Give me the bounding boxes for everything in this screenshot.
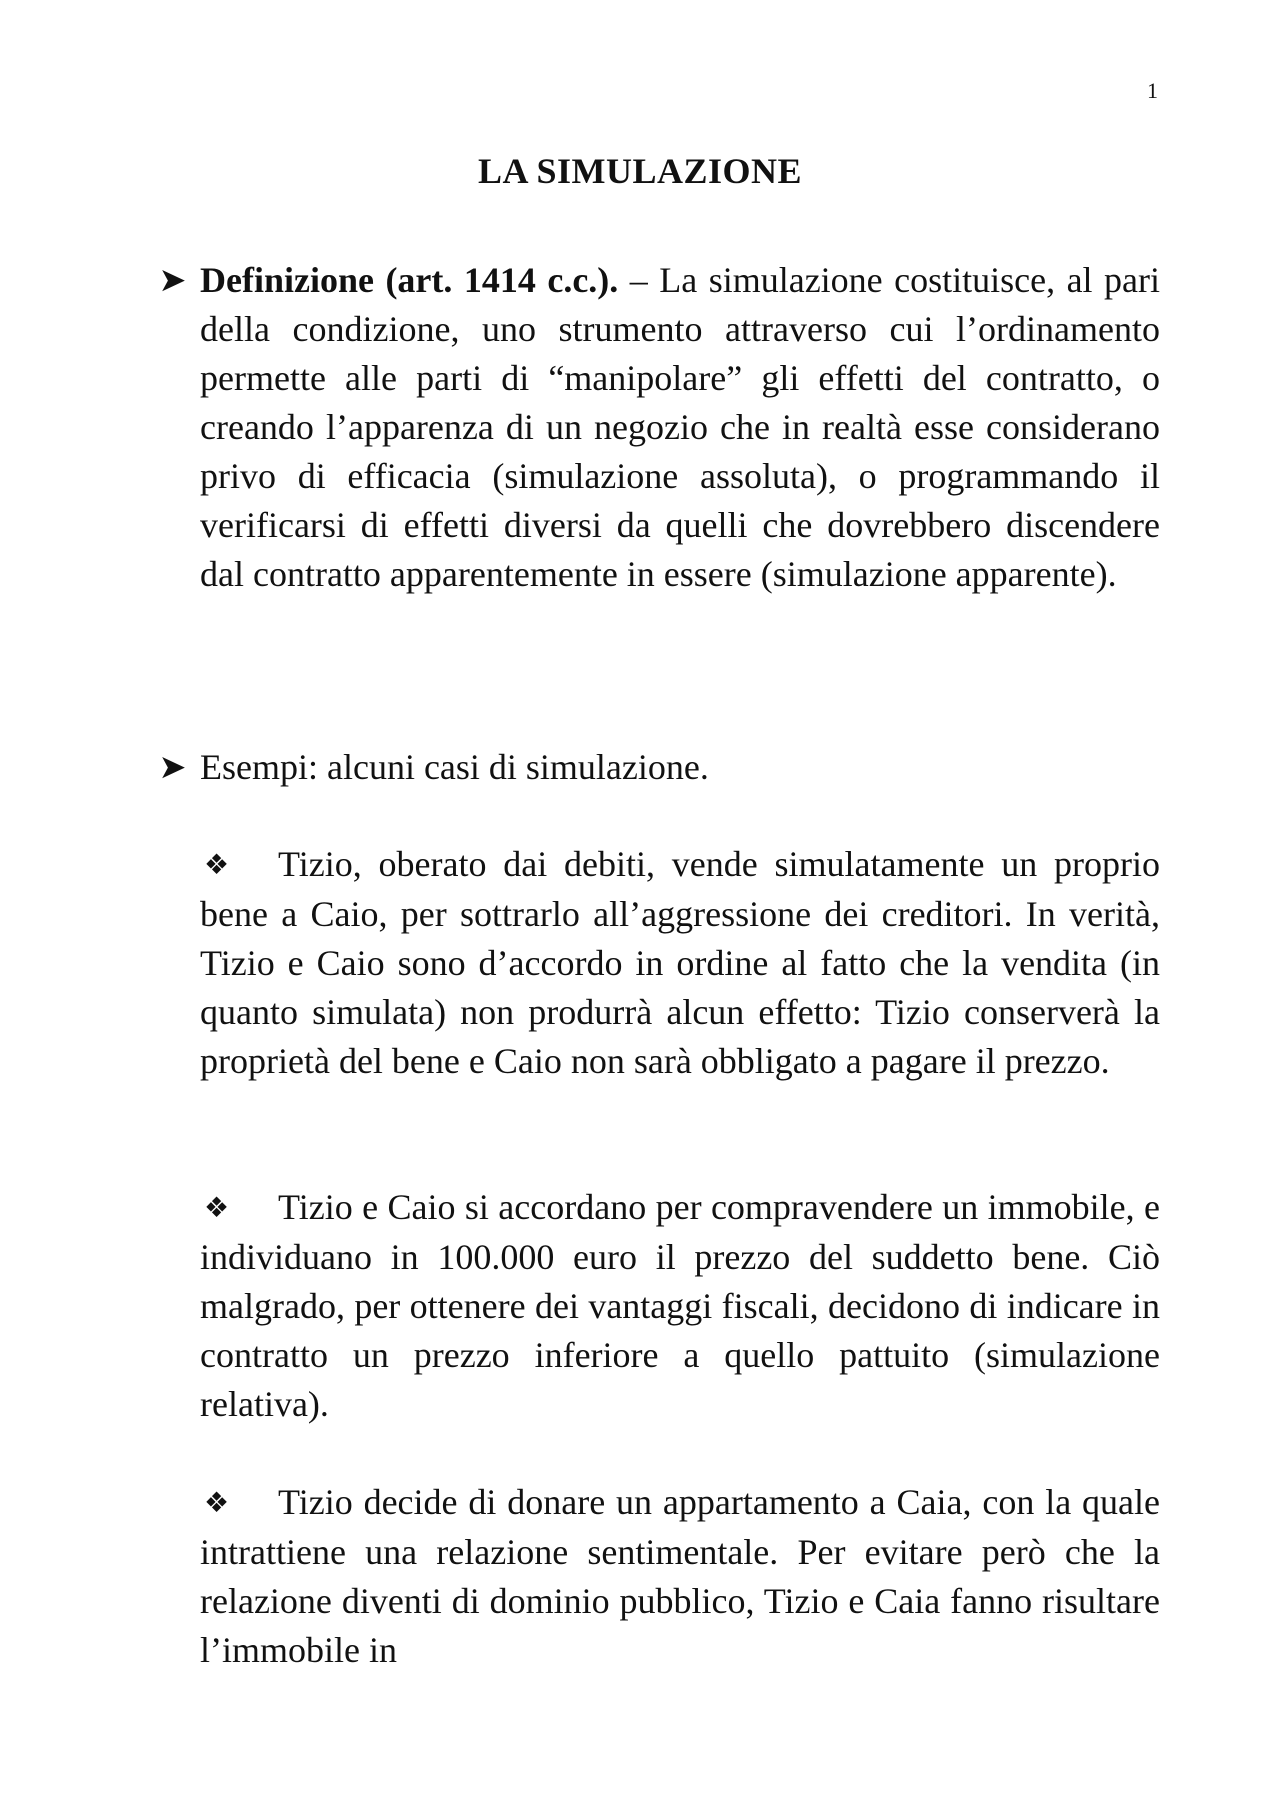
definition-bullet <box>160 256 1160 599</box>
definition-text: – La simulazione costituisce, al pari della condizione, uno strumento attraverso cui l’ordinamento permette alle parti di “manipolare” gli effetti del contratto, o creando l’apparenza di un negozio che in realtà esse considerano privo di efficacia (simulazione assoluta), o programmando il verificarsi di effetti diversi da quelli che dovrebbero discendere dal contratto apparentemente in essere (simulazione apparente). <box>200 260 1161 594</box>
example-item <box>200 840 1160 1086</box>
example-item <box>200 1183 1160 1429</box>
arrow-bullet-icon: ➤ <box>160 264 186 297</box>
arrow-bullet-icon: ➤ <box>160 751 186 784</box>
example-text: Tizio, oberato dai debiti, vende simulatamente un proprio bene a Caio, per sottrarlo all’aggressione dei creditori. In verità, Tizio e Caio sono d’accordo in ordine al fatto che la vendita (in quanto simulata) non produrrà alcun effetto: Tizio conserverà la proprietà del bene e Caio non sarà obbligato a pagare il prezzo. <box>200 844 1160 1081</box>
examples-heading: Esempi: alcuni casi di simulazione. <box>200 747 709 787</box>
example-text: Tizio e Caio si accordano per compravendere un immobile, e individuano in 100.000 euro il prezzo del suddetto bene. Ciò malgrado, per ottenere dei vantaggi fiscali, decidono di indicare in contratto un prezzo inferiore a quello pattuito (simulazione relativa). <box>200 1187 1160 1424</box>
example-item <box>200 1478 1160 1675</box>
four-diamond-icon: ❖ <box>204 850 230 881</box>
definition-paragraph <box>200 256 1160 599</box>
four-diamond-icon: ❖ <box>204 1488 230 1519</box>
four-diamond-icon: ❖ <box>204 1193 230 1224</box>
example-text: Tizio decide di donare un appartamento a Caia, con la quale intrattiene una relazione sentimentale. Per evitare però che la relazione diventi di dominio pubblico, Tizio e Caia fanno risultare l’immobile in <box>200 1482 1160 1670</box>
document-title: LA SIMULAZIONE <box>477 151 803 191</box>
definition-heading: Definizione (art. 1414 c.c.). <box>200 260 619 300</box>
examples-bullet <box>160 743 1160 792</box>
page-number: 1 <box>1147 78 1158 103</box>
